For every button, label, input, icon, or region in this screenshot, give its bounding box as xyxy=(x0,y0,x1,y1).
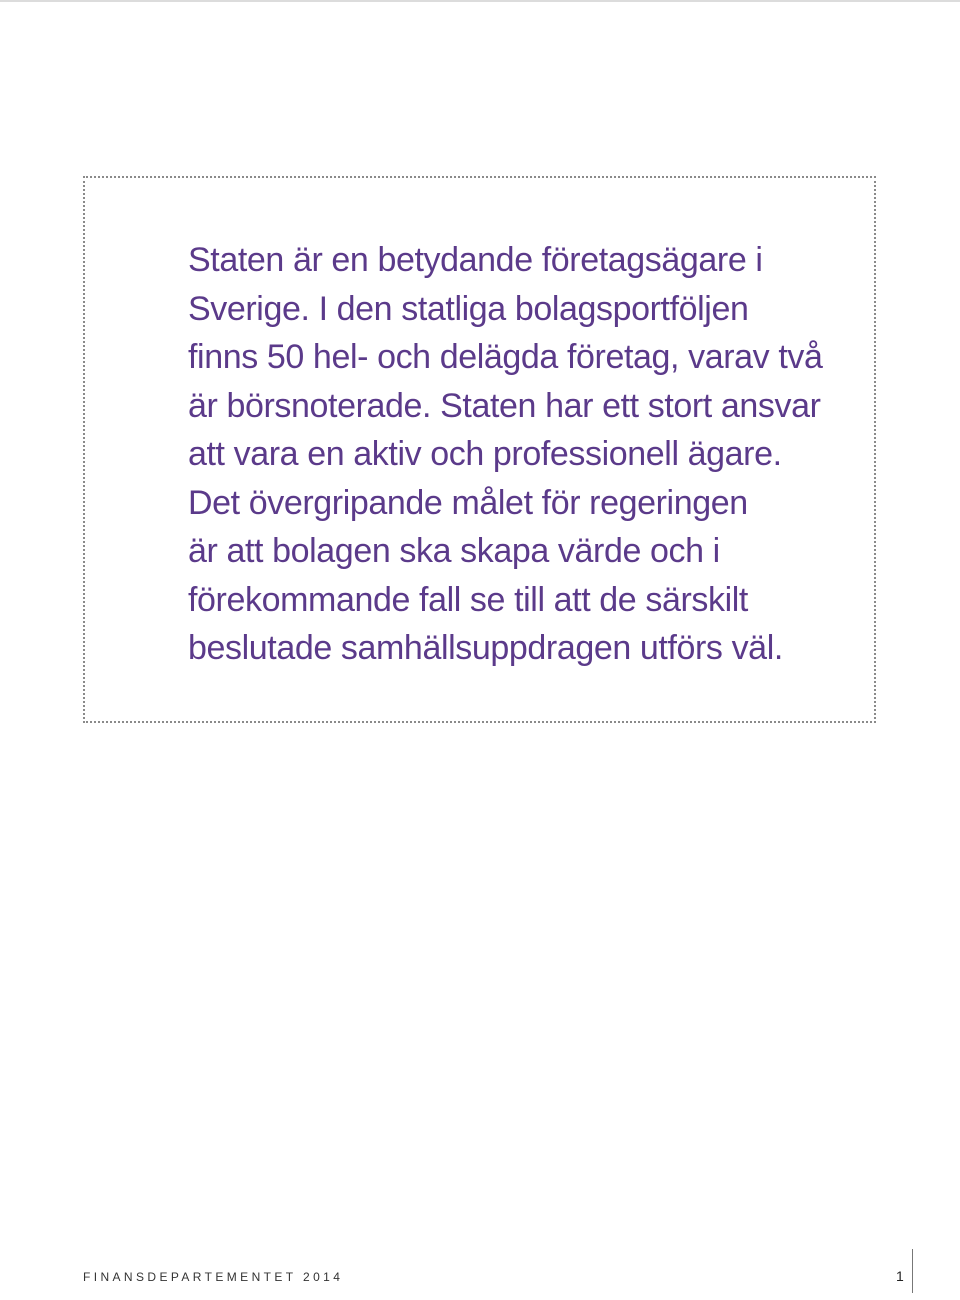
quote-line: är att bolagen ska skapa värde och i xyxy=(188,532,720,570)
quote-line: finns 50 hel- och delägda företag, varav två xyxy=(188,338,823,376)
page-number: 1 xyxy=(896,1268,904,1284)
quote-line: Sverige. I den statliga bolagsportföljen xyxy=(188,289,749,328)
quote-line: beslutade samhällsuppdragen utförs väl. xyxy=(188,629,783,667)
footer-divider xyxy=(912,1249,913,1293)
quote-line: Staten är en betydande företagsägare i xyxy=(188,241,763,279)
footer-organization: FINANSDEPARTEMENTET 2014 xyxy=(83,1270,344,1284)
quote-line: att vara en aktiv och professionell ägare. xyxy=(188,435,782,473)
quote-line: Det övergripande målet för regeringen xyxy=(188,483,748,522)
quote-line: förekommande fall se till att de särskilt xyxy=(188,580,748,619)
top-rule xyxy=(0,0,960,2)
quote-box xyxy=(83,176,876,723)
quote-text xyxy=(188,236,848,673)
quote-line: är börsnoterade. Staten har ett stort ansvar xyxy=(188,386,821,425)
